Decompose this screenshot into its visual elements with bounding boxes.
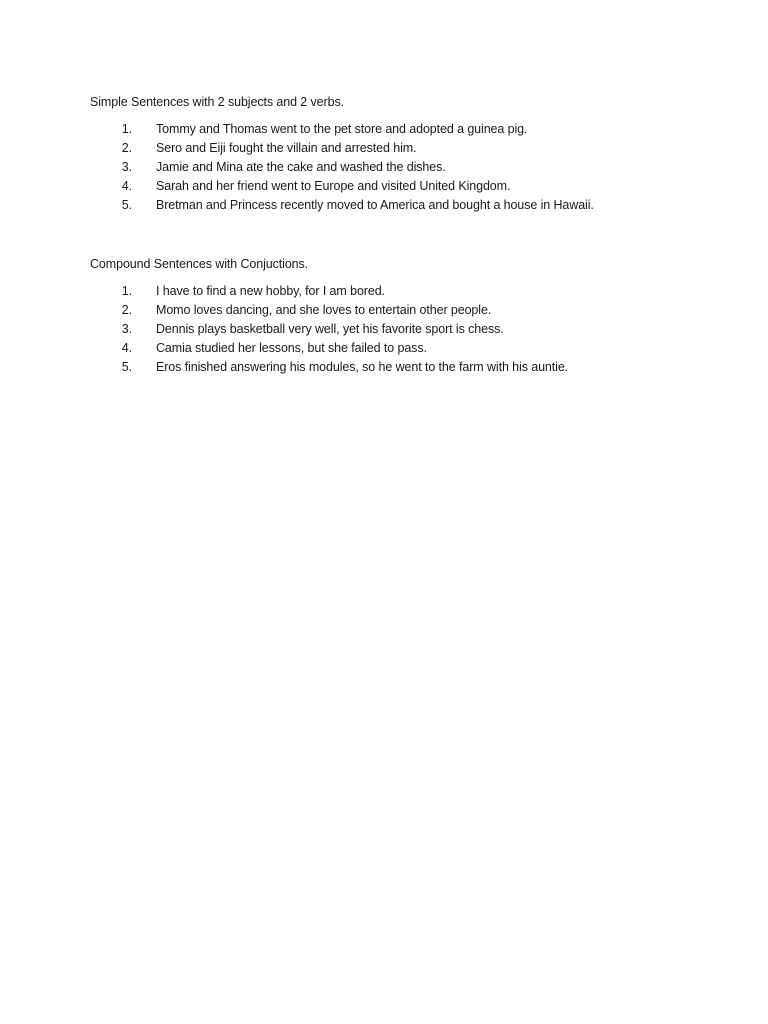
item-number: 3.	[121, 322, 132, 336]
list-item	[90, 158, 710, 177]
compound-sentences-section	[90, 256, 710, 377]
list-item	[90, 339, 710, 358]
simple-sentences-list	[90, 120, 710, 215]
item-text: Bretman and Princess recently moved to America and bought a house in Hawaii.	[156, 198, 594, 212]
item-number: 2.	[121, 141, 132, 155]
section-heading: Compound Sentences with Conjuctions.	[90, 257, 309, 271]
compound-sentences-list	[90, 282, 710, 377]
item-number: 4.	[121, 179, 132, 193]
item-number: 1.	[121, 122, 132, 136]
list-item	[90, 282, 710, 301]
section-heading: Simple Sentences with 2 subjects and 2 verbs.	[90, 95, 344, 109]
item-number: 2.	[121, 303, 132, 317]
list-item	[90, 358, 710, 377]
item-text: Dennis plays basketball very well, yet his favorite sport is chess.	[156, 322, 504, 336]
item-number: 1.	[121, 284, 132, 298]
item-text: Sero and Eiji fought the villain and arrested him.	[156, 141, 417, 155]
list-item	[90, 120, 710, 139]
list-item	[90, 196, 710, 215]
item-number: 5.	[121, 198, 132, 212]
item-number: 5.	[121, 360, 132, 374]
list-item	[90, 301, 710, 320]
item-number: 3.	[121, 160, 132, 174]
list-item	[90, 139, 710, 158]
item-text: Camia studied her lessons, but she failed to pass.	[156, 341, 427, 355]
item-text: Tommy and Thomas went to the pet store and adopted a guinea pig.	[156, 122, 528, 136]
item-text: Jamie and Mina ate the cake and washed the dishes.	[156, 160, 446, 174]
list-item	[90, 320, 710, 339]
item-text: Sarah and her friend went to Europe and visited United Kingdom.	[156, 179, 511, 193]
item-text: Momo loves dancing, and she loves to entertain other people.	[156, 303, 492, 317]
simple-sentences-section	[90, 94, 710, 215]
item-text: Eros finished answering his modules, so he went to the farm with his auntie.	[156, 360, 569, 374]
item-number: 4.	[121, 341, 132, 355]
list-item	[90, 177, 710, 196]
item-text: I have to find a new hobby, for I am bored.	[156, 284, 385, 298]
